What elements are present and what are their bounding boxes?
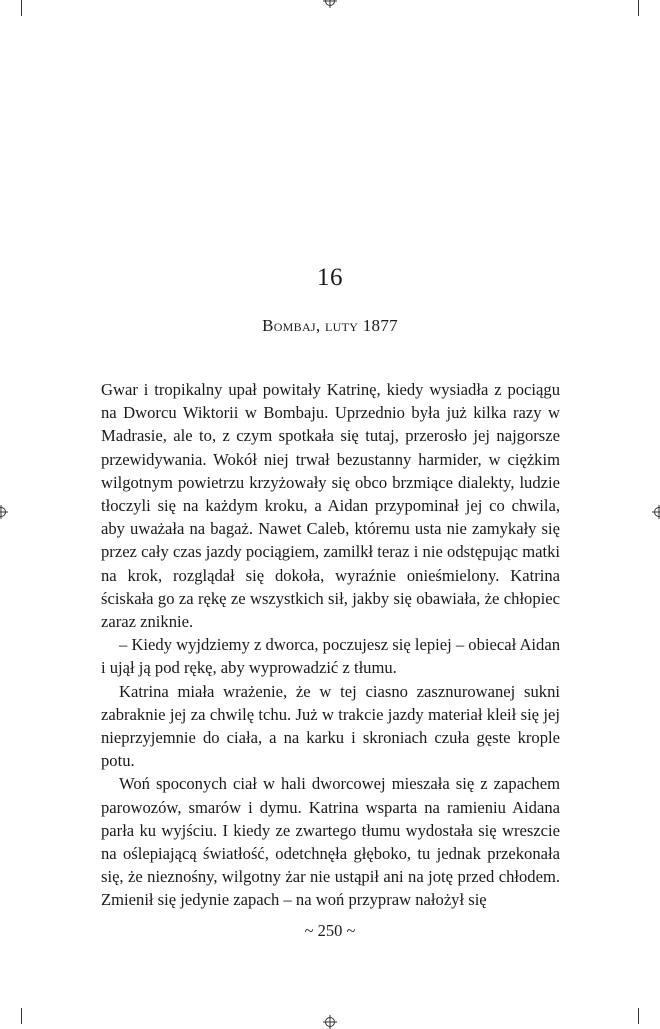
chapter-body xyxy=(101,378,560,912)
registration-mark-top-icon xyxy=(323,0,337,8)
crop-mark-bottom-right xyxy=(638,1008,639,1024)
crop-mark-top-left xyxy=(21,0,22,16)
paragraph: Gwar i tropikalny upał powitały Katrinę, kiedy wysiadła z pociągu na Dworcu Wiktorii w Bombaju. Uprzednio była już kilka razy w Madrasie, ale to, z czym spotkała się tutaj, przerosło jej najgorsze przewidywania. Wokół niej trwał bezustanny harmider, w ciężkim wilgotnym powietrzu krzyżowały się obco brzmiące dialekty, ludzie tłoczyli się na każdym kroku, a Aidan przypominał jej co chwila, aby uważała na bagaż. Nawet Caleb, któremu usta nie zamykały się przez cały czas jazdy pociągiem, zamilkł teraz i nie odstępując matki na krok, rozglądał się dokoła, wyraźnie onieśmielony. Katrina ściskała go za rękę ze wszystkich sił, jakby się obawiała, że chłopiec zaraz zniknie. xyxy=(101,378,560,633)
crop-mark-bottom-left xyxy=(21,1008,22,1024)
paragraph: – Kiedy wyjdziemy z dworca, poczujesz się lepiej – obiecał Aidan i ujął ją pod rękę, aby wyprowadzić z tłumu. xyxy=(101,633,560,679)
registration-mark-bottom-icon xyxy=(323,1015,337,1029)
registration-mark-right-icon xyxy=(652,505,660,519)
crop-mark-top-right xyxy=(638,0,639,16)
registration-mark-left-icon xyxy=(0,505,8,519)
paragraph: Woń spoconych ciał w hali dworcowej mieszała się z zapachem parowozów, smarów i dymu. Katrina wsparta na ramieniu Aidana parła ku wyjściu. I kiedy ze zwartego tłumu wydostała się wreszcie na oślepiającą światłość, odetchnęła głęboko, tu jednak przekonała się, że nieznośny, wilgotny żar nie ustąpił ani na jotę przed chłodem. Zmienił się jedynie zapach – na woń przypraw nałożył się xyxy=(101,772,560,911)
chapter-heading: Bombaj, luty 1877 xyxy=(0,316,660,336)
paragraph: Katrina miała wrażenie, że w tej ciasno zasznurowanej sukni zabraknie jej za chwilę tchu. Już w trakcie jazdy materiał kleił się jej nieprzyjemnie do ciała, a na karku i skroniach czuła gęste krople potu. xyxy=(101,680,560,773)
chapter-number: 16 xyxy=(0,264,660,292)
page-number: ~ 250 ~ xyxy=(0,921,660,941)
